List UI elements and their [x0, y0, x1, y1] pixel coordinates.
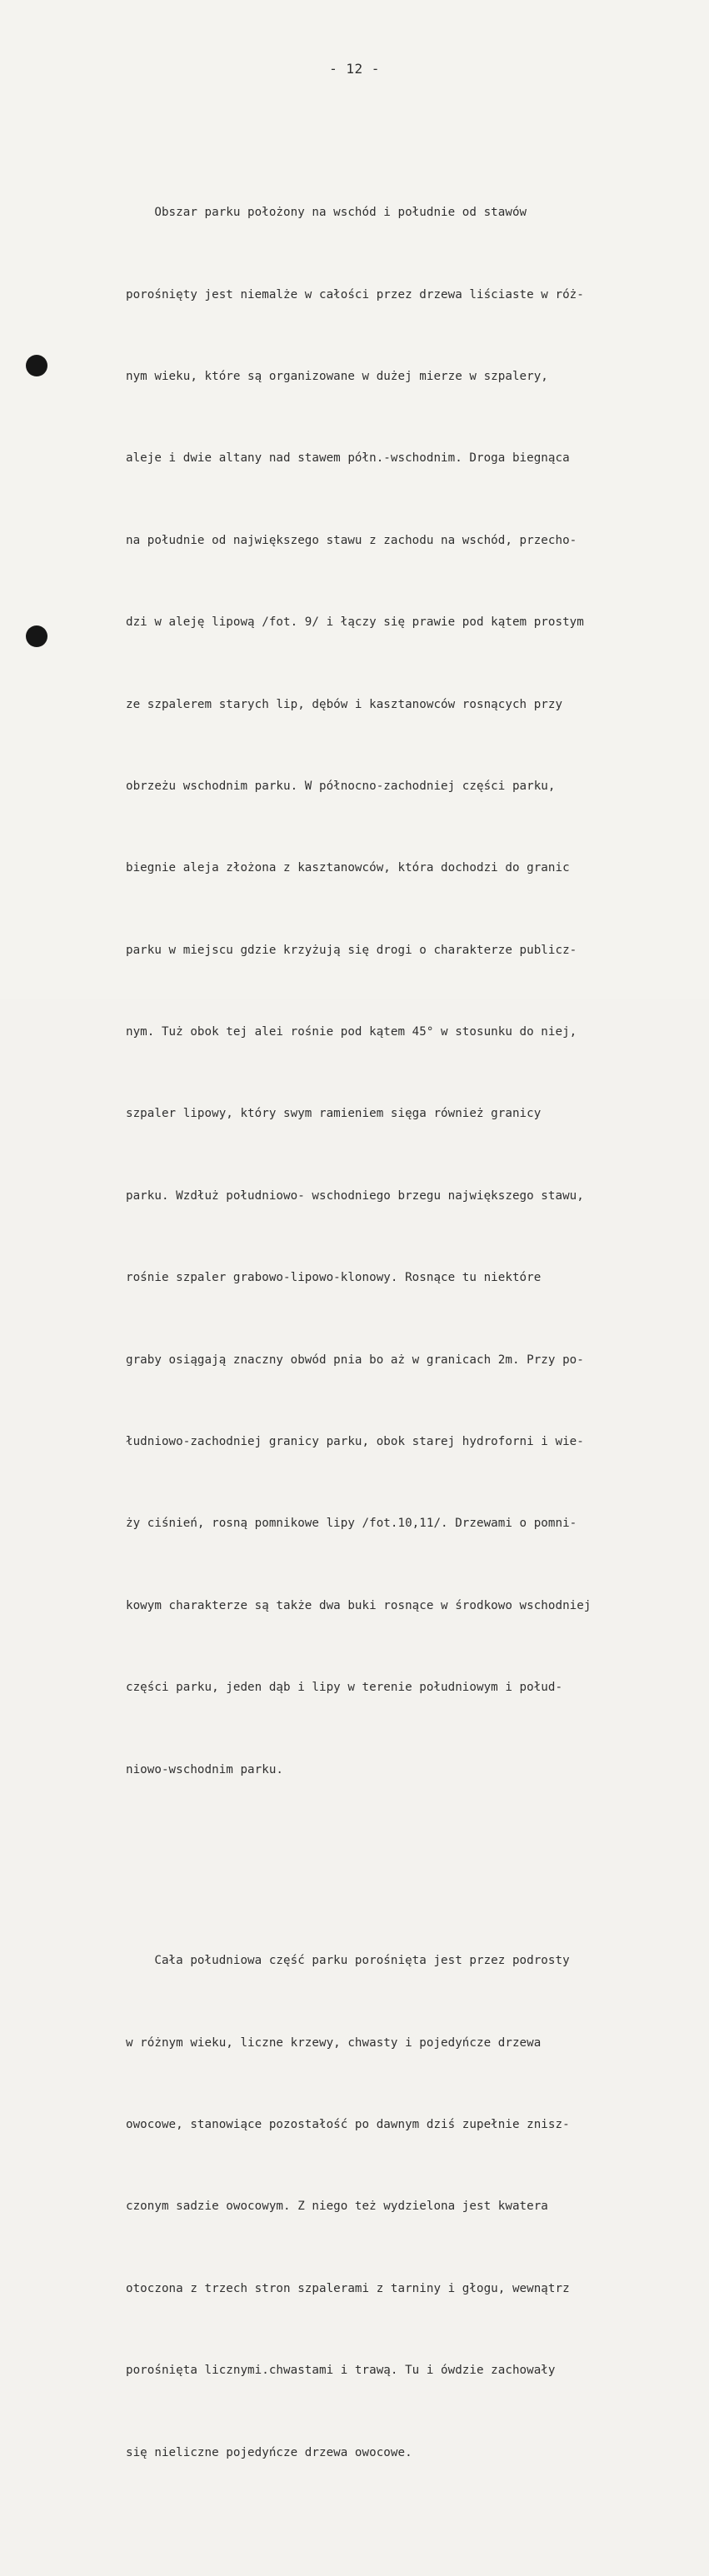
- binder-hole: [26, 625, 47, 647]
- text-line: graby osiągają znaczny obwód pnia bo aż w granicach 2m. Przy po-: [126, 1353, 584, 1367]
- text-line: aleje i dwie altany nad stawem półn.-wschodnim. Droga biegnąca: [126, 451, 570, 466]
- text-line: rośnie szpaler grabowo-lipowo-klonowy. Rosnące tu niektóre: [126, 1271, 542, 1285]
- document-body: [126, 90, 701, 2576]
- text-line: się nieliczne pojedyńcze drzewa owocowe.: [126, 2445, 412, 2459]
- text-line: łudniowo-zachodniej granicy parku, obok starej hydroforni i wie-: [126, 1435, 584, 1449]
- text-line: czonym sadzie owocowym. Z niego też wydzielona jest kwatera: [126, 2200, 548, 2214]
- paragraph: [126, 145, 701, 1838]
- text-line: porośnięty jest niemalże w całości przez drzewa liściaste w róż-: [126, 287, 584, 301]
- binder-hole: [26, 355, 47, 376]
- text-line: na południe od największego stawu z zachodu na wschód, przecho-: [126, 533, 577, 547]
- text-line: obrzeżu wschodnim parku. W północno-zachodniej części parku,: [126, 779, 556, 793]
- text-line: parku w miejscu gdzie krzyżują się drogi o charakterze publicz-: [126, 943, 577, 957]
- text-line: w różnym wieku, liczne krzewy, chwasty i pojedyńcze drzewa: [126, 2035, 542, 2050]
- text-line: dzi w aleję lipową /fot. 9/ i łączy się prawie pod kątem prostym: [126, 615, 584, 630]
- text-line: owocowe, stanowiące pozostałość po dawnym dziś zupełnie znisz-: [126, 2117, 570, 2131]
- text-line: Obszar parku położony na wschód i południe od stawów: [126, 206, 527, 220]
- text-line: ży ciśnień, rosną pomnikowe lipy /fot.10,11/. Drzewami o pomni-: [126, 1517, 577, 1531]
- text-line: nym wieku, które są organizowane w dużej mierze w szpalery,: [126, 369, 548, 383]
- text-line: porośnięta licznymi.chwastami i trawą. Tu i ówdzie zachowały: [126, 2364, 556, 2378]
- text-line: ze szpalerem starych lip, dębów i kasztanowców rosnących przy: [126, 697, 563, 711]
- text-line: biegnie aleja złożona z kasztanowców, która dochodzi do granic: [126, 861, 570, 875]
- text-line: parku. Wzdłuż południowo- wschodniego brzegu największego stawu,: [126, 1188, 584, 1203]
- text-line: kowym charakterze są także dwa buki rosnące w środkowo wschodniej: [126, 1598, 592, 1612]
- text-line: otoczona z trzech stron szpalerami z tarniny i głogu, wewnątrz: [126, 2281, 570, 2295]
- page-number: - 12 -: [329, 61, 380, 77]
- text-line: niowo-wschodnim parku.: [126, 1762, 284, 1776]
- text-line: szpaler lipowy, który swym ramieniem sięga również granicy: [126, 1107, 542, 1121]
- text-line: nym. Tuż obok tej alei rośnie pod kątem 45° w stosunku do niej,: [126, 1025, 577, 1039]
- paragraph: [126, 1893, 701, 2521]
- text-line: Cała południowa część parku porośnięta jest przez podrosty: [126, 1954, 570, 1968]
- text-line: części parku, jeden dąb i lipy w terenie południowym i połud-: [126, 1681, 563, 1695]
